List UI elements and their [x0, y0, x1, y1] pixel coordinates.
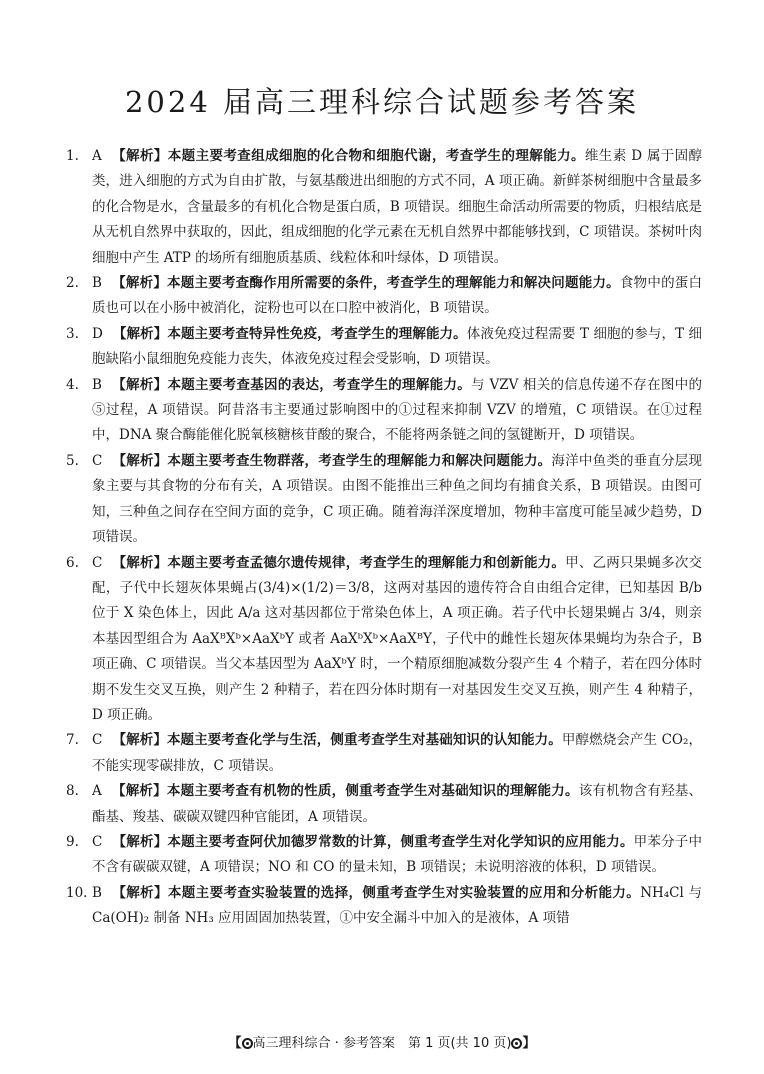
footer-text: 高三理科综合 · 参考答案 第 1 页(共 10 页): [252, 1036, 512, 1051]
item-answer: A: [92, 783, 102, 800]
item-body: 与 VZV 相关的信息传递不存在图中的⑤过程，A 项错误。阿昔洛韦主要通过影响图中的①过程来抑制 VZV 的增殖，C 项错误。在①过程中，DNA 聚合酶能催化脱氧核糖核苷酸的聚合，不能将两条链之间的氢键断开，D 项错误。: [92, 376, 703, 444]
analysis-tag: 【解析】: [112, 833, 168, 850]
list-item: [66, 551, 703, 729]
page-title: 2024 届高三理科综合试题参考答案: [124, 85, 640, 119]
item-number: 3.: [66, 325, 79, 342]
item-lead: 本题主要考查孟德尔遗传规律，考查学生的理解能力和创新能力。: [167, 554, 566, 571]
list-item: [66, 779, 703, 830]
item-lead: 本题主要考查基因的表达，考查学生的理解能力。: [167, 376, 472, 393]
item-lead: 本题主要考查实验装置的选择，侧重考查学生对实验装置的应用和分析能力。: [167, 884, 641, 901]
item-body: 食物中的蛋白质也可以在小肠中被消化，淀粉也可以在口腔中被消化，B 项错误。: [92, 275, 703, 317]
item-answer: C: [92, 732, 103, 749]
footer-close-bracket: 】: [522, 1036, 536, 1051]
item-number: 1.: [66, 148, 79, 164]
item-answer: C: [92, 554, 103, 571]
item-lead: 本题主要考查组成细胞的化合物和细胞代谢，考查学生的理解能力。: [167, 148, 585, 164]
list-item: [66, 881, 703, 932]
analysis-tag: 【解析】: [111, 376, 168, 393]
analysis-tag: 【解析】: [111, 884, 168, 901]
item-body: 甲醇燃烧会产生 CO₂，不能实现零碳排放，C 项错误。: [92, 732, 703, 774]
list-item: [66, 271, 703, 322]
item-body: 甲、乙两只果蝇多次交配，子代中长翅灰体果蝇占(3/4)×(1/2)＝3/8，这两对基因的遗传符合自由组合定律，已知基因 B/b 位于 X 染色体上，因此 A/a 这对基因都位于常染色体上，A 项正确。若子代中长翅果蝇占 3/4，则亲本基因型组合为 AaXᴮXᵇ×AaXᵇY 或者 AaXᵇXᵇ×AaXᴮY，子代中的雌性长翅灰体果蝇均为杂合子，B 项正确、C 项错误。当父本基因型为 AaXᵇY 时，一个精原细胞减数分裂产生 4 个精子，若在四分体时期不发生交叉互换，则产生 2 种精子，若在四分体时期有一对基因发生交叉互换，则产生 4 种精子，D 项正确。: [92, 554, 703, 723]
item-body: 维生素 D 属于固醇类，进入细胞的方式为自由扩散，与氨基酸进出细胞的方式不同，A 项正确。新鲜茶树细胞中含量最多的化合物是水，含量最多的有机化合物是蛋白质，B 项错误。细胞生命活动所需要的物质，归根结底是从无机自然界中获取的，因此，组成细胞的化学元素在无机自然界中都能够找到，C 项错误。茶树叶肉细胞中产生 ATP 的场所有细胞质基质、线粒体和叶绿体，D 项错误。: [92, 148, 703, 266]
item-lead: 本题主要考查阿伏加德罗常数的计算，侧重考查学生对化学知识的应用能力。: [167, 833, 634, 850]
item-answer: B: [92, 884, 102, 901]
item-number: 4.: [66, 376, 79, 393]
item-number: 8.: [66, 783, 79, 800]
list-item: [66, 449, 703, 551]
item-answer: D: [92, 325, 103, 342]
item-number: 2.: [66, 275, 79, 292]
item-lead: 本题主要考查生物群落，考查学生的理解能力和解决问题能力。: [167, 452, 552, 469]
item-number: 7.: [66, 732, 79, 749]
item-answer: B: [92, 376, 102, 393]
list-item: [66, 728, 703, 779]
item-number: 10.: [66, 884, 88, 901]
item-answer: B: [92, 275, 102, 292]
list-item: [66, 373, 703, 449]
analysis-tag: 【解析】: [112, 554, 168, 571]
item-number: 5.: [66, 452, 79, 469]
answer-list: [66, 144, 703, 932]
analysis-tag: 【解析】: [112, 732, 167, 749]
list-item: [66, 322, 702, 373]
footer-open-bracket: 【: [228, 1036, 242, 1051]
item-body: 海洋中鱼类的垂直分层现象主要与其食物的分布有关，A 项错误。由图不能推出三种鱼之间均有捕食关系，B 项错误。由图可知，三种鱼之间存在空间方面的竞争，C 项正确。随着海洋深度增加，物种丰富度可能呈减少趋势，D 项错误。: [92, 452, 703, 546]
publisher-logo-icon: [242, 1038, 253, 1049]
item-lead: 本题主要考查有机物的性质，侧重考查学生对基础知识的理解能力。: [166, 783, 579, 800]
item-answer: C: [92, 452, 103, 469]
list-item: [66, 144, 703, 271]
analysis-tag: 【解析】: [112, 452, 168, 469]
analysis-tag: 【解析】: [111, 275, 168, 292]
list-item: [66, 830, 703, 881]
item-lead: 本题主要考查特异性免疫，考查学生的理解能力。: [167, 325, 467, 342]
item-number: 9.: [66, 833, 79, 850]
page-footer: [0, 1032, 764, 1051]
publisher-logo-icon: [511, 1038, 522, 1049]
analysis-tag: 【解析】: [111, 783, 167, 800]
item-lead: 本题主要考查化学与生活，侧重考查学生对基础知识的认知能力。: [166, 732, 562, 749]
item-body: 甲苯分子中不含有碳碳双键，A 项错误；NO 和 CO 的量未知，B 项错误；未说明溶液的体积，D 项错误。: [92, 833, 703, 876]
analysis-tag: 【解析】: [112, 325, 168, 342]
item-lead: 本题主要考查酶作用所需要的条件，考查学生的理解能力和解决问题能力。: [167, 275, 620, 292]
analysis-tag: 【解析】: [111, 148, 168, 164]
item-answer: C: [92, 833, 103, 850]
item-answer: A: [92, 148, 102, 164]
item-number: 6.: [66, 554, 79, 571]
item-body: 该有机物含有羟基、酯基、羧基、碳碳双键四种官能团，A 项错误。: [92, 783, 703, 825]
item-body: NH₄Cl 与 Ca(OH)₂ 制备 NH₃ 应用固固加热装置，①中安全漏斗中加入的是液体，A 项错: [92, 884, 703, 927]
item-body: 体液免疫过程需要 T 细胞的参与，T 细胞缺陷小鼠细胞免疫能力丧失，体液免疫过程会受影响，D 项错误。: [92, 325, 702, 368]
